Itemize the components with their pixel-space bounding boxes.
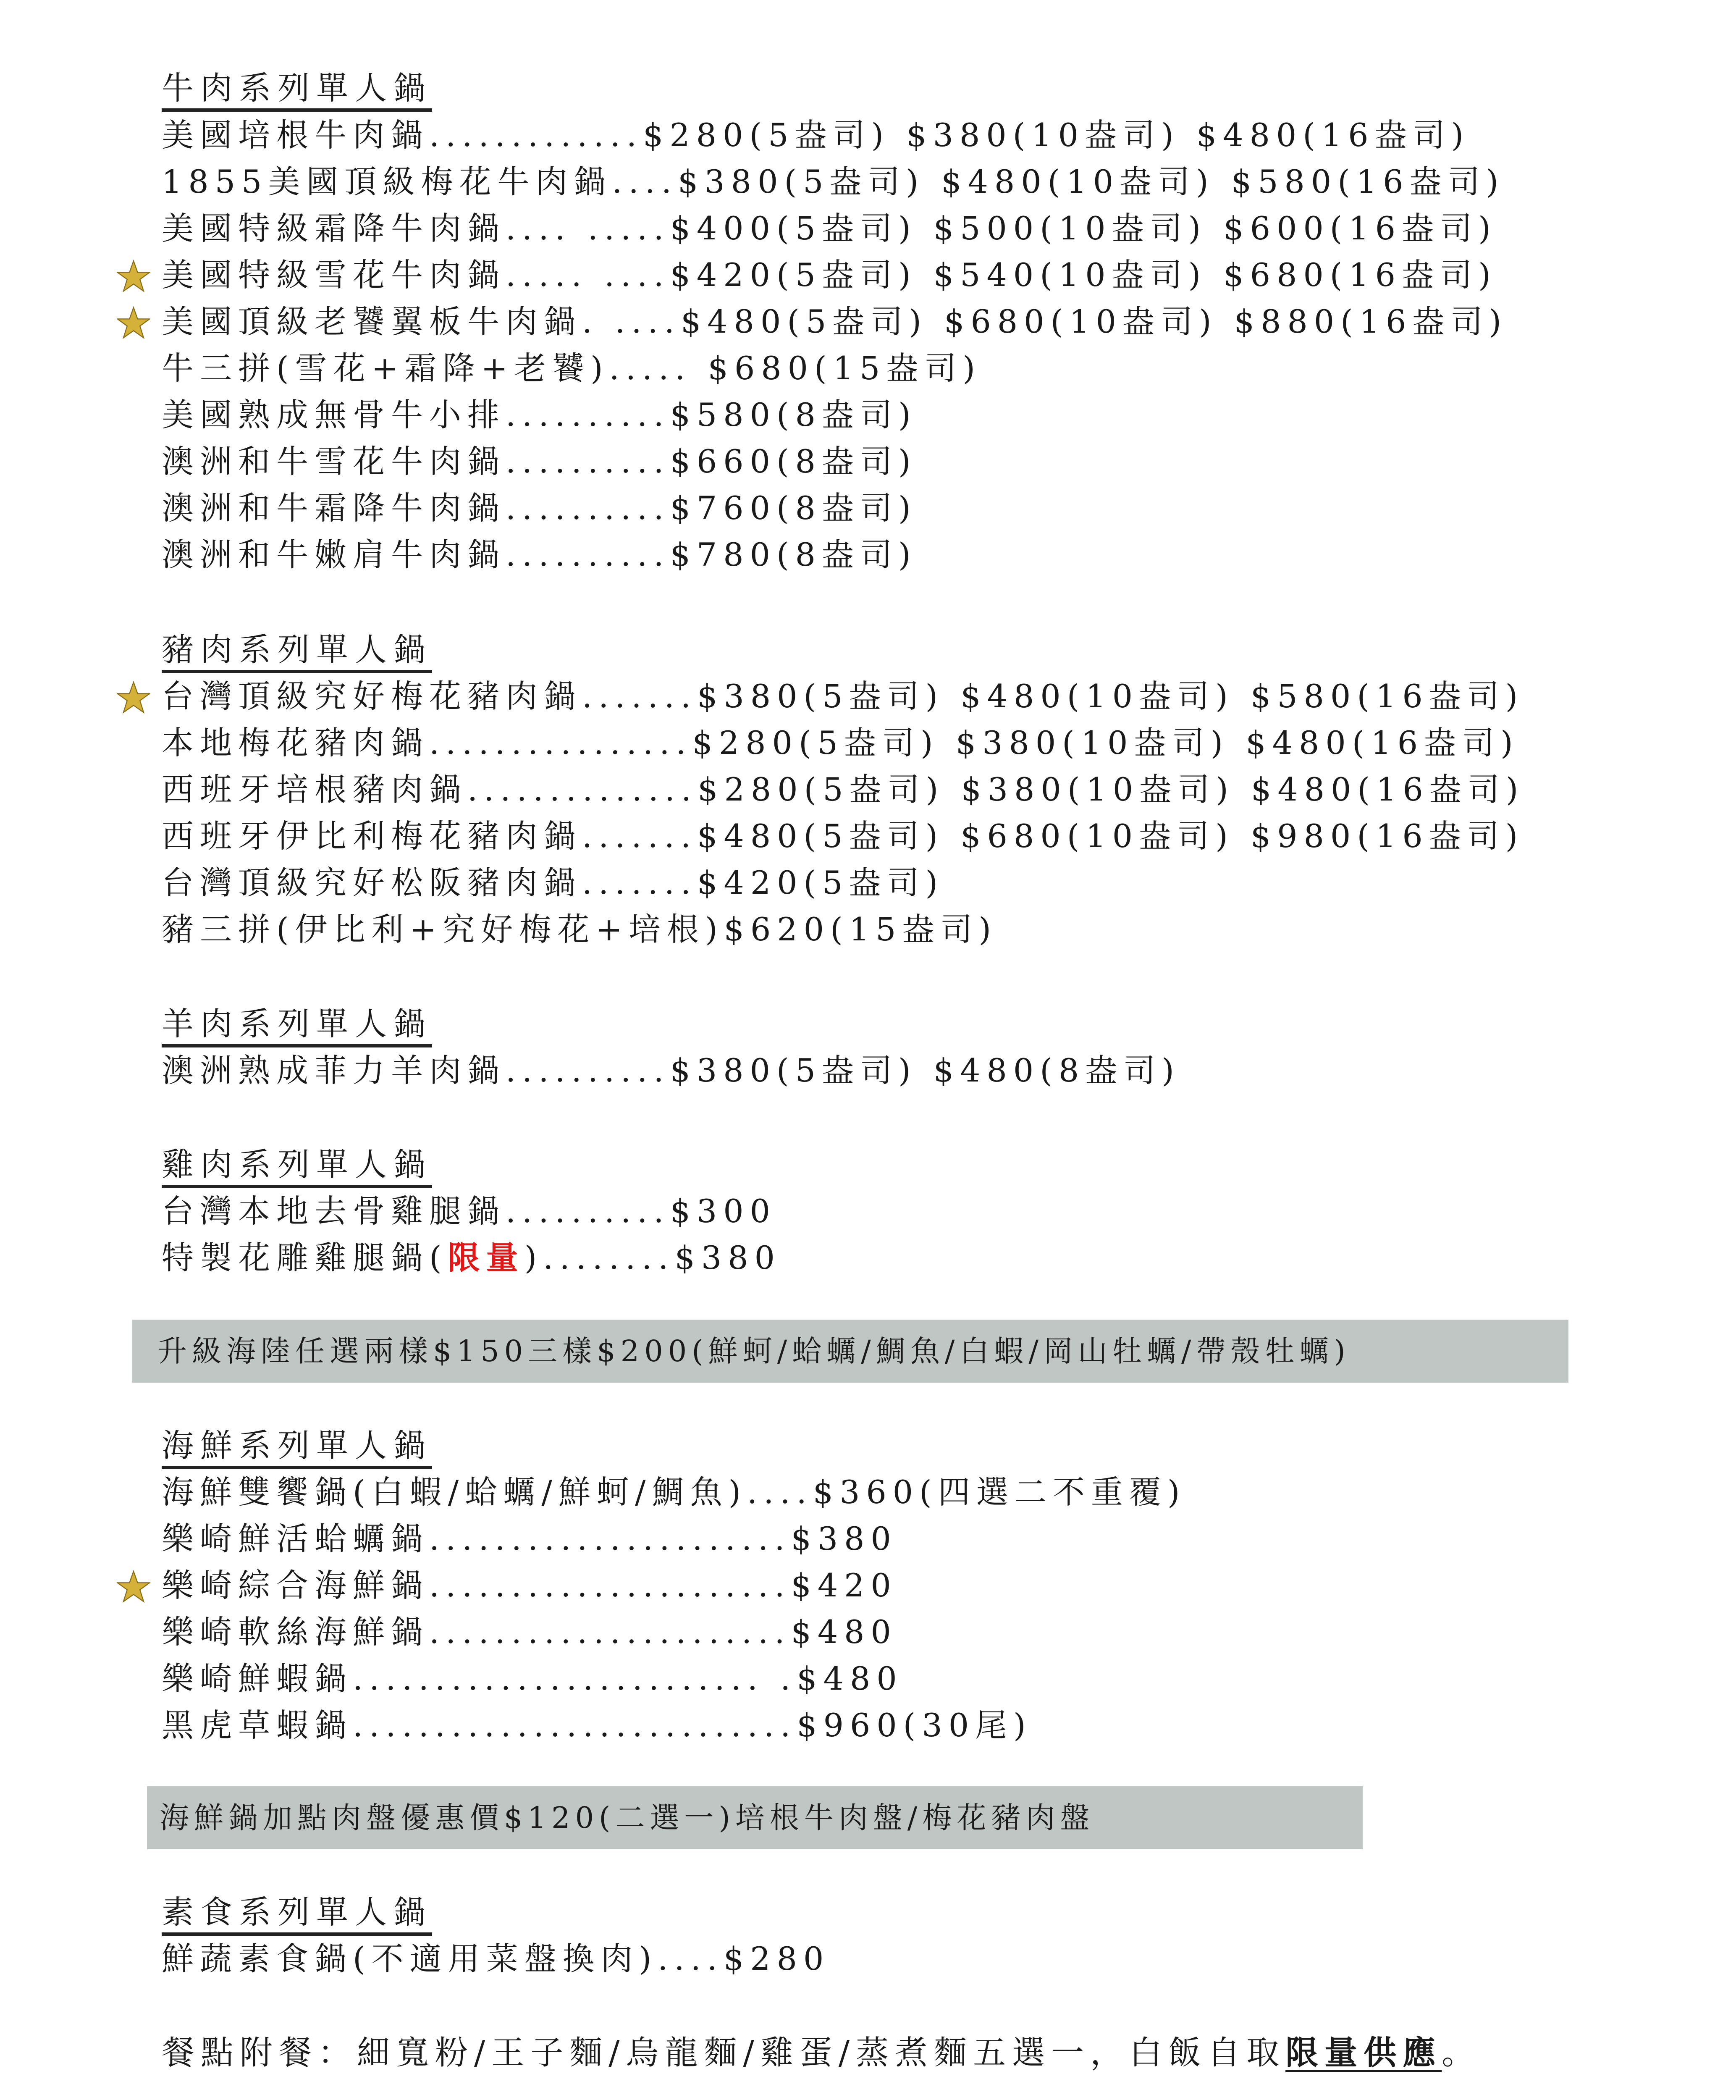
star-icon xyxy=(117,306,150,340)
star-icon xyxy=(117,681,150,714)
menu-item: 鮮蔬素食鍋(不適用菜盤換肉)....$280 xyxy=(162,1940,830,1977)
menu-item: 1855美國頂級梅花牛肉鍋....$380(5盎司) $480(10盎司) $580(16盎司) xyxy=(162,163,1505,200)
menu-item: 澳洲和牛嫩肩牛肉鍋..........$780(8盎司) xyxy=(162,536,917,573)
addon-banner: 海鮮鍋加點肉盤優惠價$120(二選一)培根牛肉盤/梅花豬肉盤 xyxy=(147,1786,1363,1849)
menu-item: 台灣本地去骨雞腿鍋..........$300 xyxy=(162,1192,776,1230)
upgrade-banner: 升級海陸任選兩樣$150三樣$200(鮮蚵/蛤蠣/鯛魚/白蝦/岡山牡蠣/帶殼牡蠣) xyxy=(132,1320,1568,1383)
chicken-section-header: 雞肉系列單人鍋 xyxy=(162,1144,432,1186)
menu-item-price: )........$380 xyxy=(524,1239,781,1276)
menu-item: 澳洲熟成菲力羊肉鍋..........$380(5盎司) $480(8盎司) xyxy=(162,1052,1180,1089)
menu-item xyxy=(162,1237,781,1279)
menu-item: 本地梅花豬肉鍋................$280(5盎司) $380(10盎司) $480(16盎司) xyxy=(162,724,1519,761)
side-dish-tail: 。 xyxy=(1442,2034,1481,2072)
menu-item: 樂崎鮮活蛤蠣鍋......................$380 xyxy=(162,1520,897,1557)
lamb-section-header: 羊肉系列單人鍋 xyxy=(162,1003,432,1045)
menu-item: 樂崎綜合海鮮鍋......................$420 xyxy=(162,1567,897,1604)
menu-item: 美國特級霜降牛肉鍋.... .....$400(5盎司) $500(10盎司) $600(16盎司) xyxy=(162,210,1497,247)
menu-item: 美國培根牛肉鍋.............$280(5盎司) $380(10盎司) $480(16盎司) xyxy=(162,116,1470,154)
pork-section-header: 豬肉系列單人鍋 xyxy=(162,629,432,671)
limited-supply-label: 限量供應 xyxy=(1285,2034,1442,2072)
menu-item: 美國特級雪花牛肉鍋..... ....$420(5盎司) $540(10盎司) $680(16盎司) xyxy=(162,256,1497,294)
veg-section-header: 素食系列單人鍋 xyxy=(162,1891,432,1933)
beef-section-header: 牛肉系列單人鍋 xyxy=(162,67,432,109)
menu-item: 台灣頂級究好梅花豬肉鍋.......$380(5盎司) $480(10盎司) $580(16盎司) xyxy=(162,677,1524,715)
menu-item-name: 特製花雕雞腿鍋( xyxy=(162,1239,448,1276)
limited-label: 限量 xyxy=(448,1239,524,1276)
menu-item: 樂崎軟絲海鮮鍋......................$480 xyxy=(162,1613,897,1651)
menu-item: 海鮮雙饗鍋(白蝦/蛤蠣/鮮蚵/鯛魚)....$360(四選二不重覆) xyxy=(162,1473,1186,1511)
side-dish-text: 餐點附餐：細寬粉/王子麵/烏龍麵/雞蛋/蒸煮麵五選一，白飯自取 xyxy=(162,2034,1286,2072)
star-icon xyxy=(117,260,150,293)
menu-item: 西班牙培根豬肉鍋..............$280(5盎司) $380(10盎司) $480(16盎司) xyxy=(162,771,1525,808)
menu-item: 澳洲和牛霜降牛肉鍋..........$760(8盎司) xyxy=(162,489,917,527)
menu-item: 台灣頂級究好松阪豬肉鍋.......$420(5盎司) xyxy=(162,864,944,901)
menu-item: 西班牙伊比利梅花豬肉鍋.......$480(5盎司) $680(10盎司) $980(16盎司) xyxy=(162,817,1524,855)
menu-item: 澳洲和牛雪花牛肉鍋..........$660(8盎司) xyxy=(162,443,917,480)
menu-item: 黑虎草蝦鍋...........................$960(30尾) xyxy=(162,1706,1032,1744)
menu-item: 豬三拼(伊比利+究好梅花+培根)$620(15盎司) xyxy=(162,911,998,948)
seafood-section-header: 海鮮系列單人鍋 xyxy=(162,1425,432,1467)
menu-item: 美國熟成無骨牛小排..........$580(8盎司) xyxy=(162,396,917,433)
side-dish-note xyxy=(162,2032,1481,2074)
menu-item: 樂崎鮮蝦鍋......................... .$480 xyxy=(162,1660,903,1697)
star-icon xyxy=(117,1570,150,1604)
menu-item: 牛三拼(雪花+霜降+老饕)..... $680(15盎司) xyxy=(162,349,982,387)
menu-item: 美國頂級老饕翼板牛肉鍋. ....$480(5盎司) $680(10盎司) $880(16盎司) xyxy=(162,303,1508,340)
